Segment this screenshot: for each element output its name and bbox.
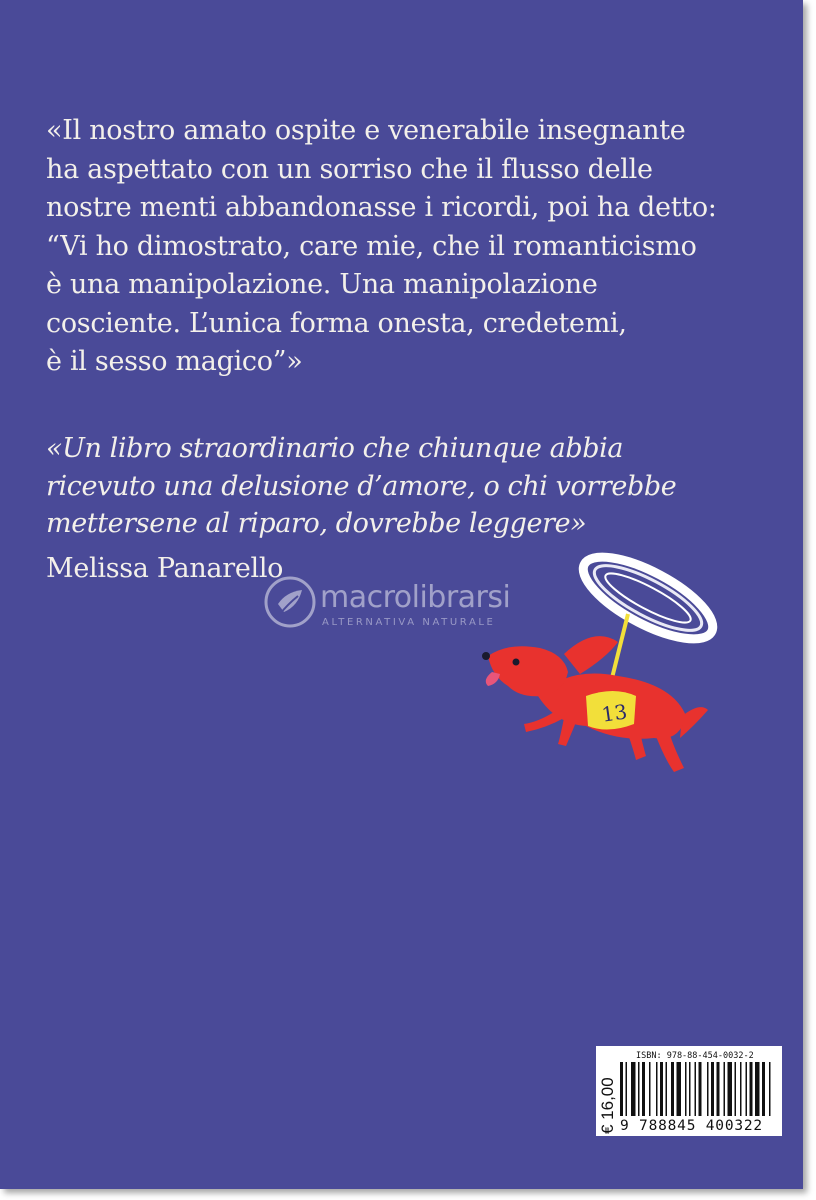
review-line: mettersene al riparo, dovrebbe leggere» xyxy=(46,508,587,539)
leaf-logo-icon xyxy=(262,574,318,630)
watermark-tagline: ALTERNATIVA NATURALE xyxy=(322,617,496,628)
quote-line: è il sesso magico”» xyxy=(46,346,303,377)
barcode-bars xyxy=(618,1062,778,1118)
quote-line: ha aspettato con un sorriso che il flusso delle xyxy=(46,153,653,185)
barcode-label xyxy=(596,1046,782,1136)
quote-line: “Vi ho dimostrato, care mie, che il romanticismo xyxy=(46,230,697,262)
quote-line: è una manipolazione. Una manipolazione xyxy=(46,269,598,300)
flying-dog-illustration xyxy=(468,546,728,776)
review-line: «Un libro straordinario che chiunque abbia xyxy=(46,433,624,464)
excerpt-quote xyxy=(46,112,776,382)
review-line: ricevuto una delusione d’amore, o chi vorrebbe xyxy=(46,470,677,502)
quote-line: nostre menti abbandonasse i ricordi, poi ha detto: xyxy=(46,192,717,223)
isbn-text: ISBN: 978-88-454-0032-2 xyxy=(636,1051,754,1061)
harness-number: 13 xyxy=(600,699,629,727)
quote-line: «Il nostro amato ospite e venerabile insegnante xyxy=(46,115,686,146)
price-label: € 16,00 xyxy=(598,1077,617,1134)
barcode-digits: 9 788845 400322 xyxy=(620,1118,763,1134)
watermark-brand: macrolibrarsi xyxy=(320,580,511,615)
review-author: Melissa Panarello xyxy=(46,553,284,584)
review-quote xyxy=(46,430,776,543)
quote-line: cosciente. L’unica forma onesta, credetemi, xyxy=(46,307,627,339)
